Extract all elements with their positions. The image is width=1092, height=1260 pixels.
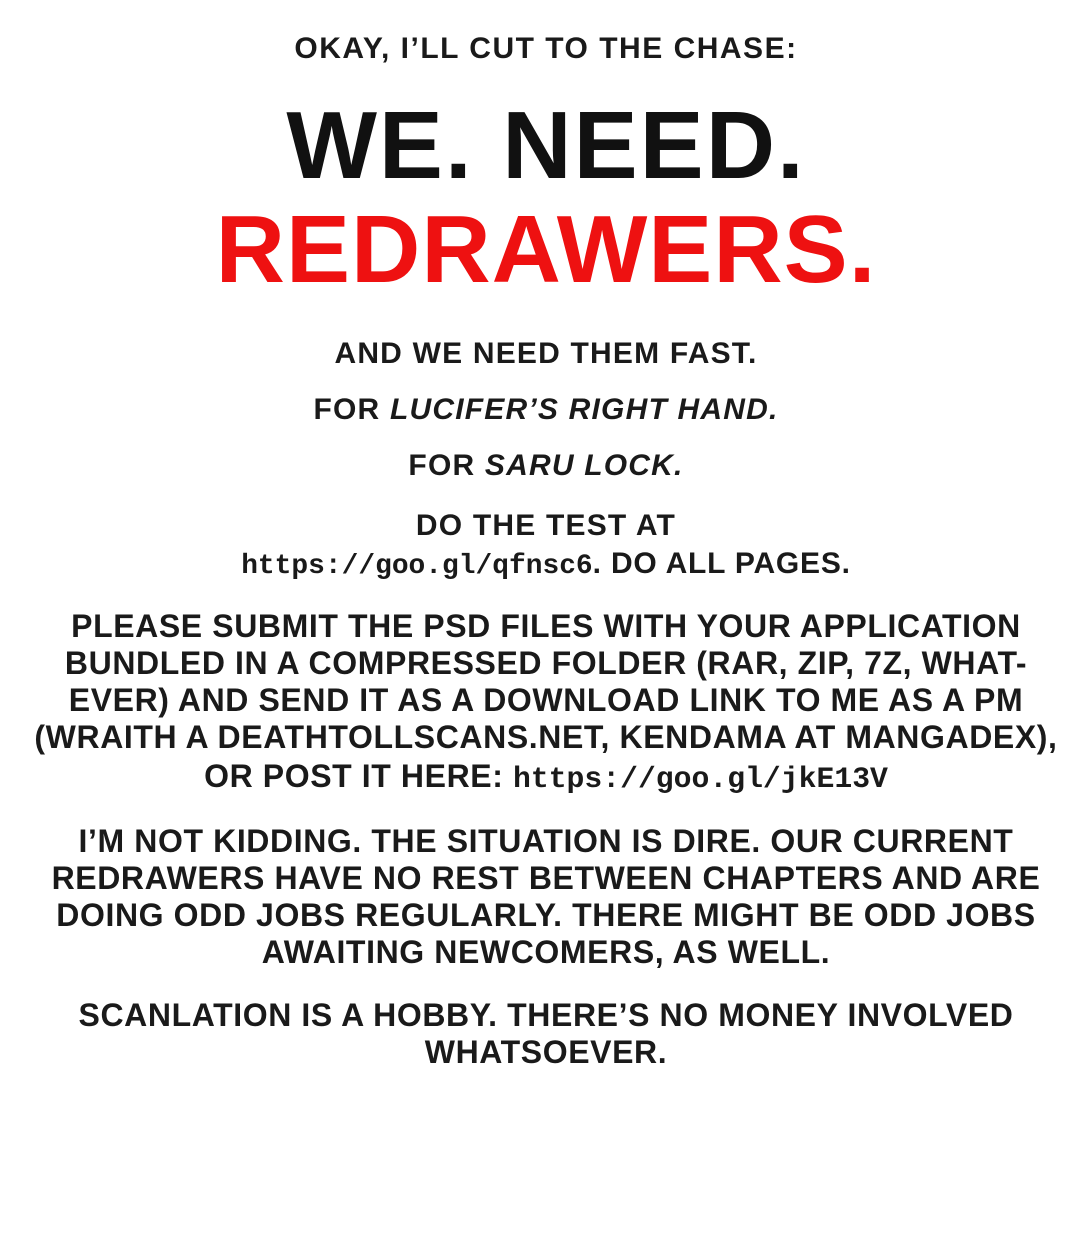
submission-paragraph: PLEASE SUBMIT THE PSD FILES WITH YOUR APPLICATION BUNDLED IN A COMPRESSED FOLDER (RAR, ZIP, 7Z, WHAT-EVER) AND SEND IT AS A DOWNLOAD LINK TO ME AS A PM (WRAITH A DEATHTOLLSCANS.NET, KENDAMA AT MANGADEX), xyxy=(34,607,1058,756)
project-1-title: LUCIFER’S RIGHT HAND. xyxy=(389,392,779,426)
post-here-label: OR POST IT HERE: xyxy=(204,758,513,795)
test-url-suffix: . DO ALL PAGES. xyxy=(592,546,851,580)
project-1-prefix: FOR xyxy=(313,392,390,426)
test-instruction: DO THE TEST AT xyxy=(415,508,677,542)
hobby-paragraph: SCANLATION IS A HOBBY. THERE’S NO MONEY INVOLVED WHATSOEVER. xyxy=(78,997,1014,1071)
headline-accent: REDRAWERS. xyxy=(215,196,877,303)
project-line-2 xyxy=(22,449,1070,483)
project-line-1 xyxy=(22,393,1070,427)
project-2-title: SARU LOCK. xyxy=(484,448,684,482)
test-url-line xyxy=(22,547,1070,582)
subline-fast: AND WE NEED THEM FAST. xyxy=(334,336,758,370)
urgency-paragraph: I’M NOT KIDDING. THE SITUATION IS DIRE. OUR CURRENT REDRAWERS HAVE NO REST BETWEEN CHAPTERS AND ARE DOING ODD JOBS REGULARLY. THERE MIGHT BE ODD JOBS AWAITING NEWCOMERS, AS WELL. xyxy=(51,822,1041,971)
test-url-link[interactable]: https://goo.gl/qfnsc6 xyxy=(241,550,593,582)
headline-primary: WE. NEED. xyxy=(286,92,806,199)
post-here-line xyxy=(36,758,1056,797)
post-here-link[interactable]: https://goo.gl/jkE13V xyxy=(512,762,888,797)
project-2-prefix: FOR xyxy=(408,448,485,482)
intro-line: OKAY, I’LL CUT TO THE CHASE: xyxy=(294,32,798,65)
